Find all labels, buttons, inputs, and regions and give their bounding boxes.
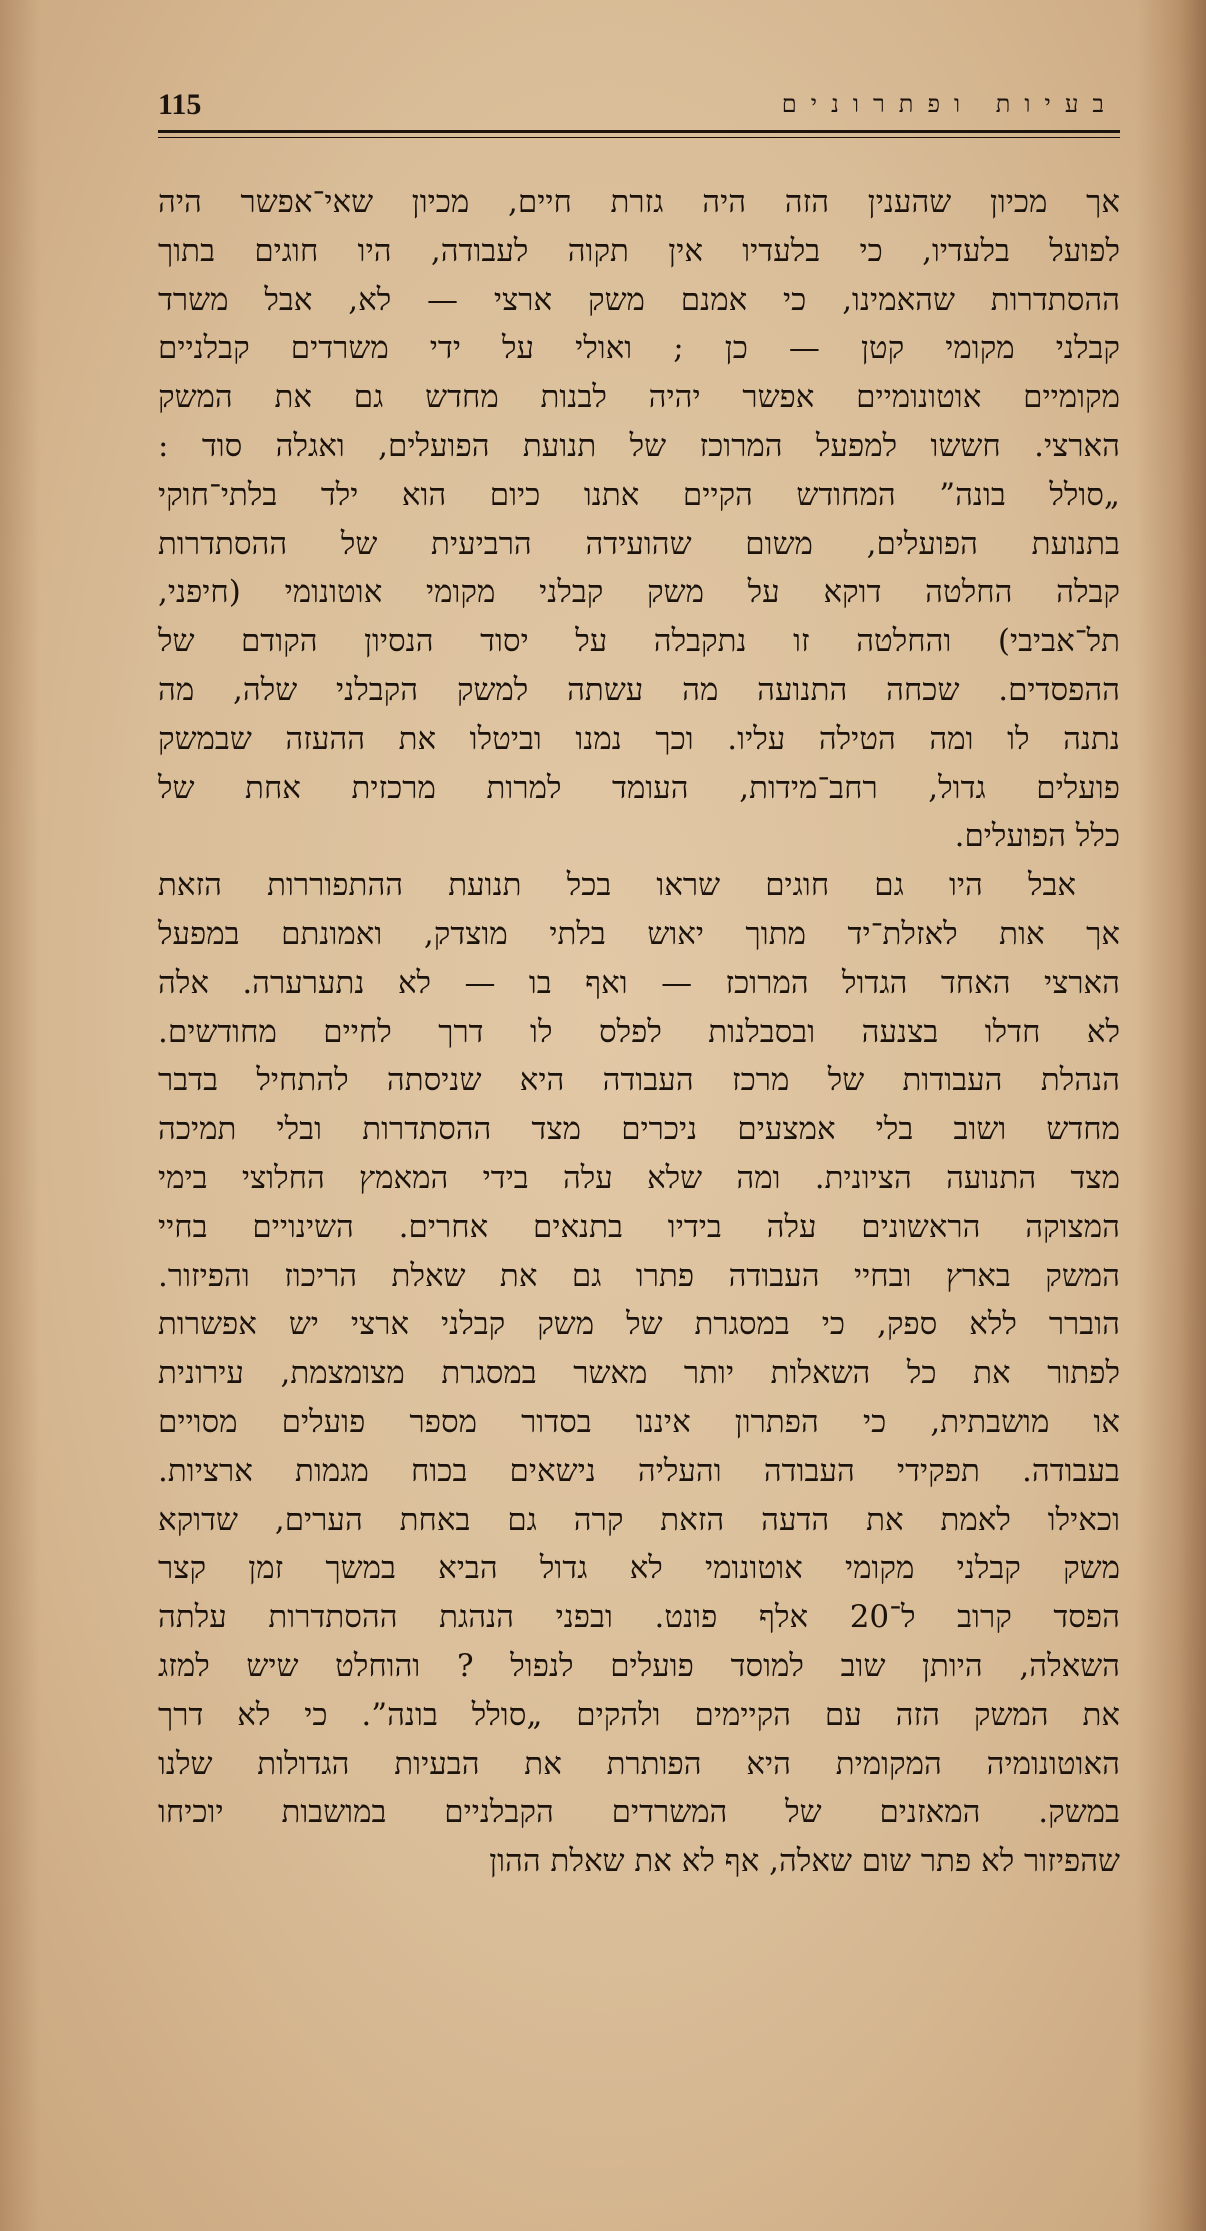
header-rule-thin (158, 137, 1120, 138)
text-line: בתנועת הפועלים, משום שהועידה הרביעית של ההסתדרות (158, 525, 1120, 562)
text-line: או מושבתית, כי הפתרון איננו בסדור מספר פועלים מסויים (158, 1403, 1120, 1440)
page-number: 115 (158, 88, 202, 121)
text-line: ההסתדרות שהאמינו, כי אמנם משק ארצי — לא, אבל משרד (158, 281, 1120, 318)
text-line: הוברר ללא ספק, כי במסגרת של משק קבלני ארצי יש אפשרות (158, 1306, 1120, 1343)
page-shadow-right (1136, 0, 1206, 2231)
text-line: תל־אביבי) והחלטה זו נתקבלה על יסוד הנסיון הקודם של (158, 623, 1120, 660)
text-line: משק קבלני מקומי אוטונומי לא גדול הביא במשך זמן קצר (158, 1550, 1120, 1587)
text-line: מקומיים אוטונומיים אפשר יהיה לבנות מחדש גם את המשק (158, 379, 1120, 416)
text-line: לפועל בלעדיו, כי בלעדיו אין תקוה לעבודה, היו חוגים בתוך (158, 232, 1120, 269)
text-line: השאלה, היותן שוב למוסד פועלים לנפול ? והוחלט שיש למזג (158, 1647, 1120, 1684)
text-line: המשק בארץ ובחיי העבודה פתרו גם את שאלת הריכוז והפיזור. (158, 1257, 1120, 1294)
text-line: אבל היו גם חוגים שראו בכל תנועת ההתפוררות הזאת (158, 867, 1076, 904)
body-text (158, 178, 1120, 1886)
text-line: הארצי האחד הגדול המרוכז — ואף בו — לא נתערערה. אלה (158, 964, 1120, 1001)
text-line: לפתור את כל השאלות יותר מאשר במסגרת מצומצמת, עירונית (158, 1355, 1120, 1392)
text-line: פועלים גדול, רחב־מידות, העומד למרות מרכזית אחת של (158, 769, 1120, 806)
text-line: במשק. המאזנים של המשרדים הקבלניים במושבות יוכיחו (158, 1794, 1120, 1831)
paragraph-1 (158, 178, 1120, 861)
text-line: האוטונומיה המקומית היא הפותרת את הבעיות הגדולות שלנו (158, 1745, 1120, 1782)
text-line: קבלני מקומי קטן — כן ; ואולי על ידי משרדים קבלניים (158, 330, 1120, 367)
text-line: „סולל בונה” המחודש הקיים אתנו כיום הוא ילד בלתי־חוקי (158, 476, 1120, 513)
header-rule-thick (158, 130, 1120, 133)
text-line: וכאילו לאמת את הדעה הזאת קרה גם באחת הערים, שדוקא (158, 1501, 1120, 1538)
text-line: הארצי. חששו למפעל המרוכז של תנועת הפועלים, ואגלה סוד : (158, 427, 1120, 464)
text-line: ההפסדים. שכחה התנועה מה עשתה למשק הקבלני שלה, מה (158, 671, 1120, 708)
text-line: אך אות לאזלת־יד מתוך יאוש בלתי מוצדק, ואמונתם במפעל (158, 915, 1120, 952)
text-line: אך מכיון שהענין הזה היה גזרת חיים, מכיון שאי־אפשר היה (158, 184, 1120, 220)
text-line: בעבודה. תפקידי העבודה והעליה נישאים בכוח מגמות ארציות. (158, 1452, 1120, 1489)
running-title: בעיות ופתרונים (781, 90, 1118, 118)
text-line: המצוקה הראשונים עלה בידיו בתנאים אחרים. השינויים בחיי (158, 1208, 1120, 1245)
text-line: הפסד קרוב ל־20 אלף פונט. ובפני הנהגת ההסתדרות עלתה (158, 1599, 1120, 1636)
text-line: מחדש ושוב בלי אמצעים ניכרים מצד ההסתדרות ובלי תמיכה (158, 1111, 1120, 1148)
text-line: מצד התנועה הציונית. ומה שלא עלה בידי המאמץ החלוצי בימי (158, 1159, 1120, 1196)
page-header (158, 88, 1118, 124)
text-line: הנהלת העבודות של מרכז העבודה היא שניסתה להתחיל בדבר (158, 1062, 1120, 1099)
text-line: את המשק הזה עם הקיימים ולהקים „סולל בונה”. כי לא דרך (158, 1696, 1120, 1733)
text-line: לא חדלו בצנעה ובסבלנות לפלס לו דרך לחיים מחודשים. (158, 1013, 1120, 1050)
text-line: כלל הפועלים. (954, 818, 1120, 855)
paragraph-2 (158, 861, 1120, 1886)
text-line: שהפיזור לא פתר שום שאלה, אף לא את שאלת ההון (489, 1843, 1120, 1880)
text-line: קבלה החלטה דוקא על משק קבלני מקומי אוטונומי (חיפני, (158, 574, 1120, 611)
page-shadow-left (0, 0, 40, 2231)
text-line: נתנה לו ומה הטילה עליו. וכך נמנו וביטלו את ההעזה שבמשק (158, 720, 1120, 757)
